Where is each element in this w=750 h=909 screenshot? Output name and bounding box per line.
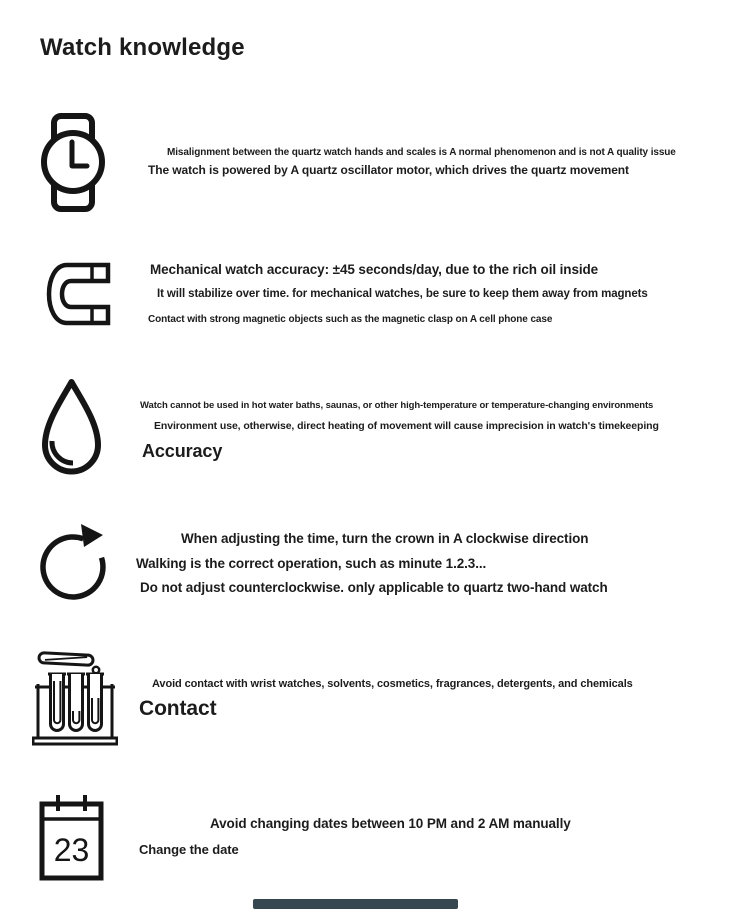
date-heading: Change the date — [139, 842, 239, 857]
water-drop-icon — [40, 377, 103, 479]
chemicals-heading: Contact — [139, 697, 217, 720]
heat-note-small: Watch cannot be used in hot water baths, saunas, or other high-temperature or temperature-changing environments — [140, 400, 654, 411]
calendar-day-number: 23 — [53, 832, 90, 868]
calendar-icon — [38, 792, 105, 882]
heat-heading: Accuracy — [142, 441, 223, 461]
wristwatch-icon — [40, 113, 106, 212]
magnet-note-main: Mechanical watch accuracy: ±45 seconds/day, due to the rich oil inside — [150, 262, 599, 277]
date-note: Avoid changing dates between 10 PM and 2 AM manually — [210, 816, 571, 831]
magnet-icon — [37, 262, 111, 326]
crown-note-1: When adjusting the time, turn the crown in A clockwise direction — [181, 531, 589, 546]
quartz-note-main: The watch is powered by A quartz oscillator motor, which drives the quartz movement — [148, 163, 629, 177]
heat-note-mid: Environment use, otherwise, direct heating of movement will cause imprecision in watch's timekeeping — [154, 420, 659, 432]
bottom-bar — [253, 899, 458, 909]
crown-note-2: Walking is the correct operation, such as minute 1.2.3... — [136, 556, 487, 571]
page-title: Watch knowledge — [40, 34, 245, 61]
clockwise-arrow-icon — [38, 517, 112, 607]
quartz-note-small: Misalignment between the quartz watch hands and scales is A normal phenomenon and is not A quality issue — [167, 147, 676, 158]
chemicals-note: Avoid contact with wrist watches, solvents, cosmetics, fragrances, detergents, and chemicals — [152, 678, 633, 690]
test-tubes-icon — [32, 643, 118, 747]
magnet-note-small: Contact with strong magnetic objects such as the magnetic clasp on A cell phone case — [148, 314, 553, 325]
crown-note-3: Do not adjust counterclockwise. only applicable to quartz two-hand watch — [140, 580, 608, 595]
magnet-note-mid: It will stabilize over time. for mechanical watches, be sure to keep them away from magnets — [157, 288, 648, 300]
